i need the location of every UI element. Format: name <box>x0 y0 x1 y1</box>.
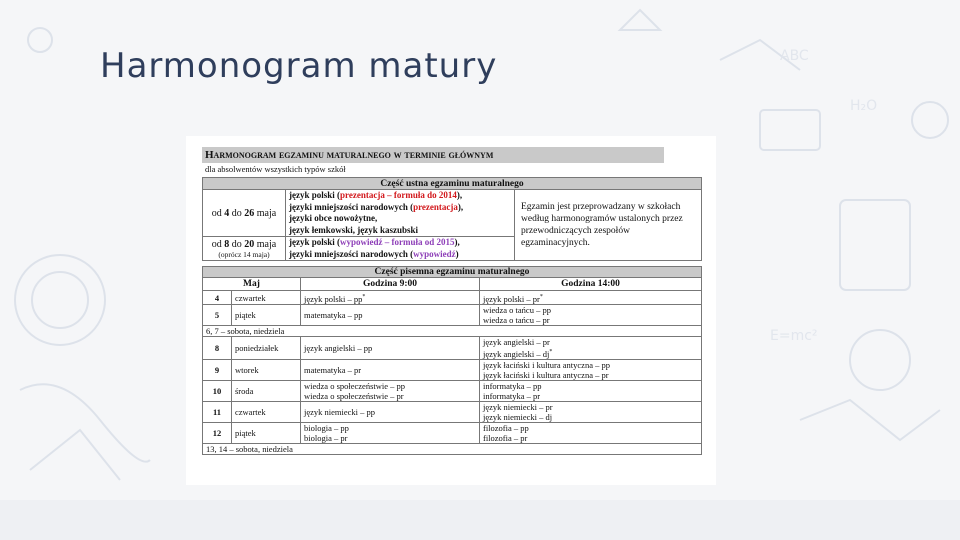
morning-exams <box>301 380 480 401</box>
afternoon-exams <box>479 305 701 326</box>
day-number: 9 <box>203 359 232 380</box>
exam-entry: język łaciński i kultura antyczna – pr <box>482 369 609 380</box>
table-row <box>203 380 702 401</box>
oral-exam-table <box>202 177 702 261</box>
oral-line: języki mniejszości narodowych (wypowiedź) <box>289 248 459 259</box>
slide-title: Harmonogram matury <box>100 46 498 86</box>
weekend-label: 13, 14 – sobota, niedziela <box>203 443 702 454</box>
day-number: 12 <box>203 422 232 443</box>
oral-date-1: od 4 do 26 maja <box>203 190 286 237</box>
header-month: Maj <box>203 278 301 291</box>
written-body <box>203 291 702 455</box>
exam-entry: język niemiecki – pr <box>482 401 553 412</box>
svg-text:E=mc²: E=mc² <box>770 328 818 344</box>
table-row <box>203 401 702 422</box>
svg-text:ABC: ABC <box>780 48 809 64</box>
weekday: czwartek <box>232 291 301 305</box>
afternoon-exams <box>479 291 701 305</box>
exam-entry: informatyka – pp <box>482 380 542 391</box>
weekday: wtorek <box>232 359 301 380</box>
oral-line: język polski (wypowiedź – formuła od 2015), <box>289 237 460 247</box>
weekend-label: 6, 7 – sobota, niedziela <box>203 326 702 337</box>
exam-entry: matematyka – pr <box>304 364 362 375</box>
day-number: 10 <box>203 380 232 401</box>
table-row <box>203 305 702 326</box>
table-row <box>203 337 702 360</box>
day-number: 11 <box>203 401 232 422</box>
exam-entry: wiedza o społeczeństwie – pp <box>304 380 406 391</box>
header-afternoon: Godzina 14:00 <box>479 278 701 291</box>
morning-exams <box>301 337 480 360</box>
morning-exams <box>301 305 480 326</box>
afternoon-exams <box>479 359 701 380</box>
oral-date-2: od 8 do 20 maja (oprócz 14 maja) <box>203 237 286 261</box>
oral-date-note: (oprócz 14 maja) <box>218 249 270 259</box>
oral-subjects-1 <box>286 190 515 237</box>
svg-text:H₂O: H₂O <box>850 98 878 114</box>
afternoon-exams <box>479 380 701 401</box>
exam-entry: biologia – pp <box>304 422 349 433</box>
exam-entry: język polski – pr* <box>482 293 543 304</box>
header-morning: Godzina 9:00 <box>301 278 480 291</box>
exam-entry: wiedza o tańcu – pr <box>482 315 550 325</box>
exam-entry: filozofia – pr <box>482 432 528 443</box>
table-row <box>203 422 702 443</box>
day-number: 5 <box>203 305 232 326</box>
afternoon-exams <box>479 422 701 443</box>
weekend-row <box>203 443 702 454</box>
morning-exams <box>301 359 480 380</box>
oral-subjects-2 <box>286 237 515 261</box>
document-subheading: dla absolwentów wszystkich typów szkół <box>205 164 346 174</box>
weekend-row <box>203 326 702 337</box>
oral-line: język polski (prezentacja – formuła do 2014), <box>289 190 463 200</box>
exam-entry: język łaciński i kultura antyczna – pp <box>482 359 610 370</box>
written-band: Część pisemna egzaminu maturalnego <box>203 267 702 278</box>
afternoon-exams <box>479 337 701 360</box>
oral-line: język łemkowski, język kaszubski <box>289 224 419 235</box>
exam-entry: informatyka – pr <box>482 390 541 401</box>
exam-entry: język niemiecki – dj <box>482 411 553 422</box>
table-row <box>203 291 702 305</box>
exam-entry: filozofia – pp <box>482 422 529 433</box>
weekday: poniedziałek <box>232 337 301 360</box>
schedule-document <box>186 136 716 485</box>
afternoon-exams <box>479 401 701 422</box>
exam-entry: język angielski – pr <box>482 337 550 347</box>
exam-entry: język niemiecki – pp <box>304 406 376 417</box>
weekday: czwartek <box>232 401 301 422</box>
exam-entry: biologia – pr <box>304 432 348 443</box>
oral-line: języki mniejszości narodowych (prezentacja), <box>289 201 464 212</box>
weekday: środa <box>232 380 301 401</box>
day-number: 8 <box>203 337 232 360</box>
exam-entry: wiedza o tańcu – pp <box>482 305 551 315</box>
weekday: piątek <box>232 422 301 443</box>
weekday: piątek <box>232 305 301 326</box>
exam-entry: matematyka – pp <box>304 310 363 320</box>
exam-entry: język polski – pp* <box>304 293 366 304</box>
document-heading: Harmonogram egzaminu maturalnego w terminie głównym <box>202 147 664 163</box>
morning-exams <box>301 401 480 422</box>
oral-band: Część ustna egzaminu maturalnego <box>203 178 702 190</box>
exam-entry: język angielski – pp <box>304 342 373 353</box>
table-row <box>203 359 702 380</box>
day-number: 4 <box>203 291 232 305</box>
morning-exams <box>301 422 480 443</box>
oral-line: języki obce nowożytne, <box>289 213 378 223</box>
bottom-band <box>0 500 960 540</box>
exam-entry: wiedza o społeczeństwie – pr <box>304 390 404 401</box>
oral-note: Egzamin jest przeprowadzany w szkołach według harmonogramów ustalonych przez przewodniczących zespołów egzaminacyjnych. <box>515 190 702 261</box>
morning-exams <box>301 291 480 305</box>
exam-entry: język angielski – dj* <box>482 348 553 359</box>
written-exam-table <box>202 266 702 455</box>
